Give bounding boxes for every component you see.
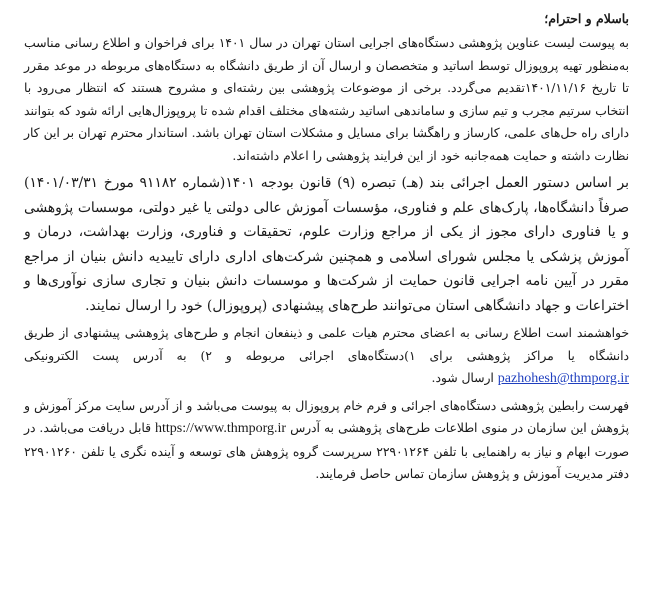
- greeting: باسلام و احترام؛: [544, 11, 629, 26]
- email-link[interactable]: pazhohesh@thmporg.ir: [497, 371, 629, 386]
- contact-text-b: قابل دریافت می‌باشد. در صورت ابهام و نیاز به راهنمایی با تلفن ۲۲۹۰۱۲۶۴ سرپرست گروه پژوهش های توسعه و آینده نگری یا تلفن ۲۲۹۰۱۲۶۰ دفتر مدیریت آموزش و پژوهش سازمان تماس حاصل فرمایند.: [24, 421, 629, 481]
- submission-text: خواهشمند است اطلاع رسانی به اعضای محترم هیات علمی و ذینفعان انجام و طرح‌های پژوهشی پیشنهادی از طریق دانشگاه یا مراکز پژوهشی برای ۱)دستگاه‌های اجرائی مربوطه و ۲) به آدرس پست الکترونیکی: [24, 326, 629, 363]
- paragraph-submission: [24, 322, 629, 391]
- contact-text-a: فهرست رابطین پژوهشی دستگاه‌های اجرائی و فرم خام پروپوزال به پیوست می‌باشد و از آدرس سایت مرکز آموزش و پژوهش این سازمان در منوی اطلاعات طرح‌های پژوهشی به آدرس: [24, 398, 629, 435]
- paragraph-call-for-proposals: به پیوست لیست عناوین پژوهشی دستگاه‌های اجرایی استان تهران در سال ۱۴۰۱ برای فراخوان و اطلاع رسانی مناسب به‌منظور تهیه پروپوزال توسط اساتید و متخصصان و ارسال آن از طریق دانشگاه به دستگاه‌های مربوطه در موعد مقرر تا تاریخ ۱۴۰۱/۱۱/۱۶تقدیم می‌گردد. برخی از موضوعات پژوهشی بین رشته‌ای و مشروح هستند که انتظار می‌رود با انتخاب سرتیم مجرب و تیم سازی و ساماندهی اساتید رشته‌های مختلف اقدام شده تا پروپوزال‌هایی ارائه شود که بتوانند دارای راه حل‌های علمی، کارساز و راهگشا برای مسایل و مشکلات استان تهران باشد. استاندار محترم تهران بر این کار نظارت داشته و حمایت همه‌جانبه خود از این فرایند پژوهشی را اعلام داشته‌اند.: [24, 36, 629, 163]
- paragraph-eligibility: بر اساس دستور العمل اجرائی بند (هـ) تبصره (۹) قانون بودجه ۱۴۰۱(شماره ۹۱۱۸۲ مورخ ۱۴۰۱/۰۳/۳۱) صرفاً دانشگاه‌ها، پارک‌های علم و فناوری، مؤسسات آموزش عالی دولتی یا غیر دولتی، موسسات پژوهشی و یا فناوری دارای مجوز از یکی از مراجع وزارت علوم، تحقیقات و فناوری، وزارت بهداشت، درمان و آموزش پزشکی یا مجلس شورای اسلامی و همچنین شرکت‌های اداری دارای تاییدیه دانش بنیان از مراجع مقرر در آیین نامه اجرایی قانون حمایت از شرکت‌ها و موسسات دانش بنیان و تجاری سازی نوآوری‌ها و اختراعات و جهاد دانشگاهی استان می‌توانند طرح‌های پیشنهادی (پروپوزال) خود را ارسال نمایند.: [24, 175, 629, 314]
- submission-end-text: ارسال شود.: [431, 371, 494, 385]
- website-link[interactable]: https://www.thmporg.ir: [155, 421, 287, 436]
- paragraph-contact: [24, 395, 629, 486]
